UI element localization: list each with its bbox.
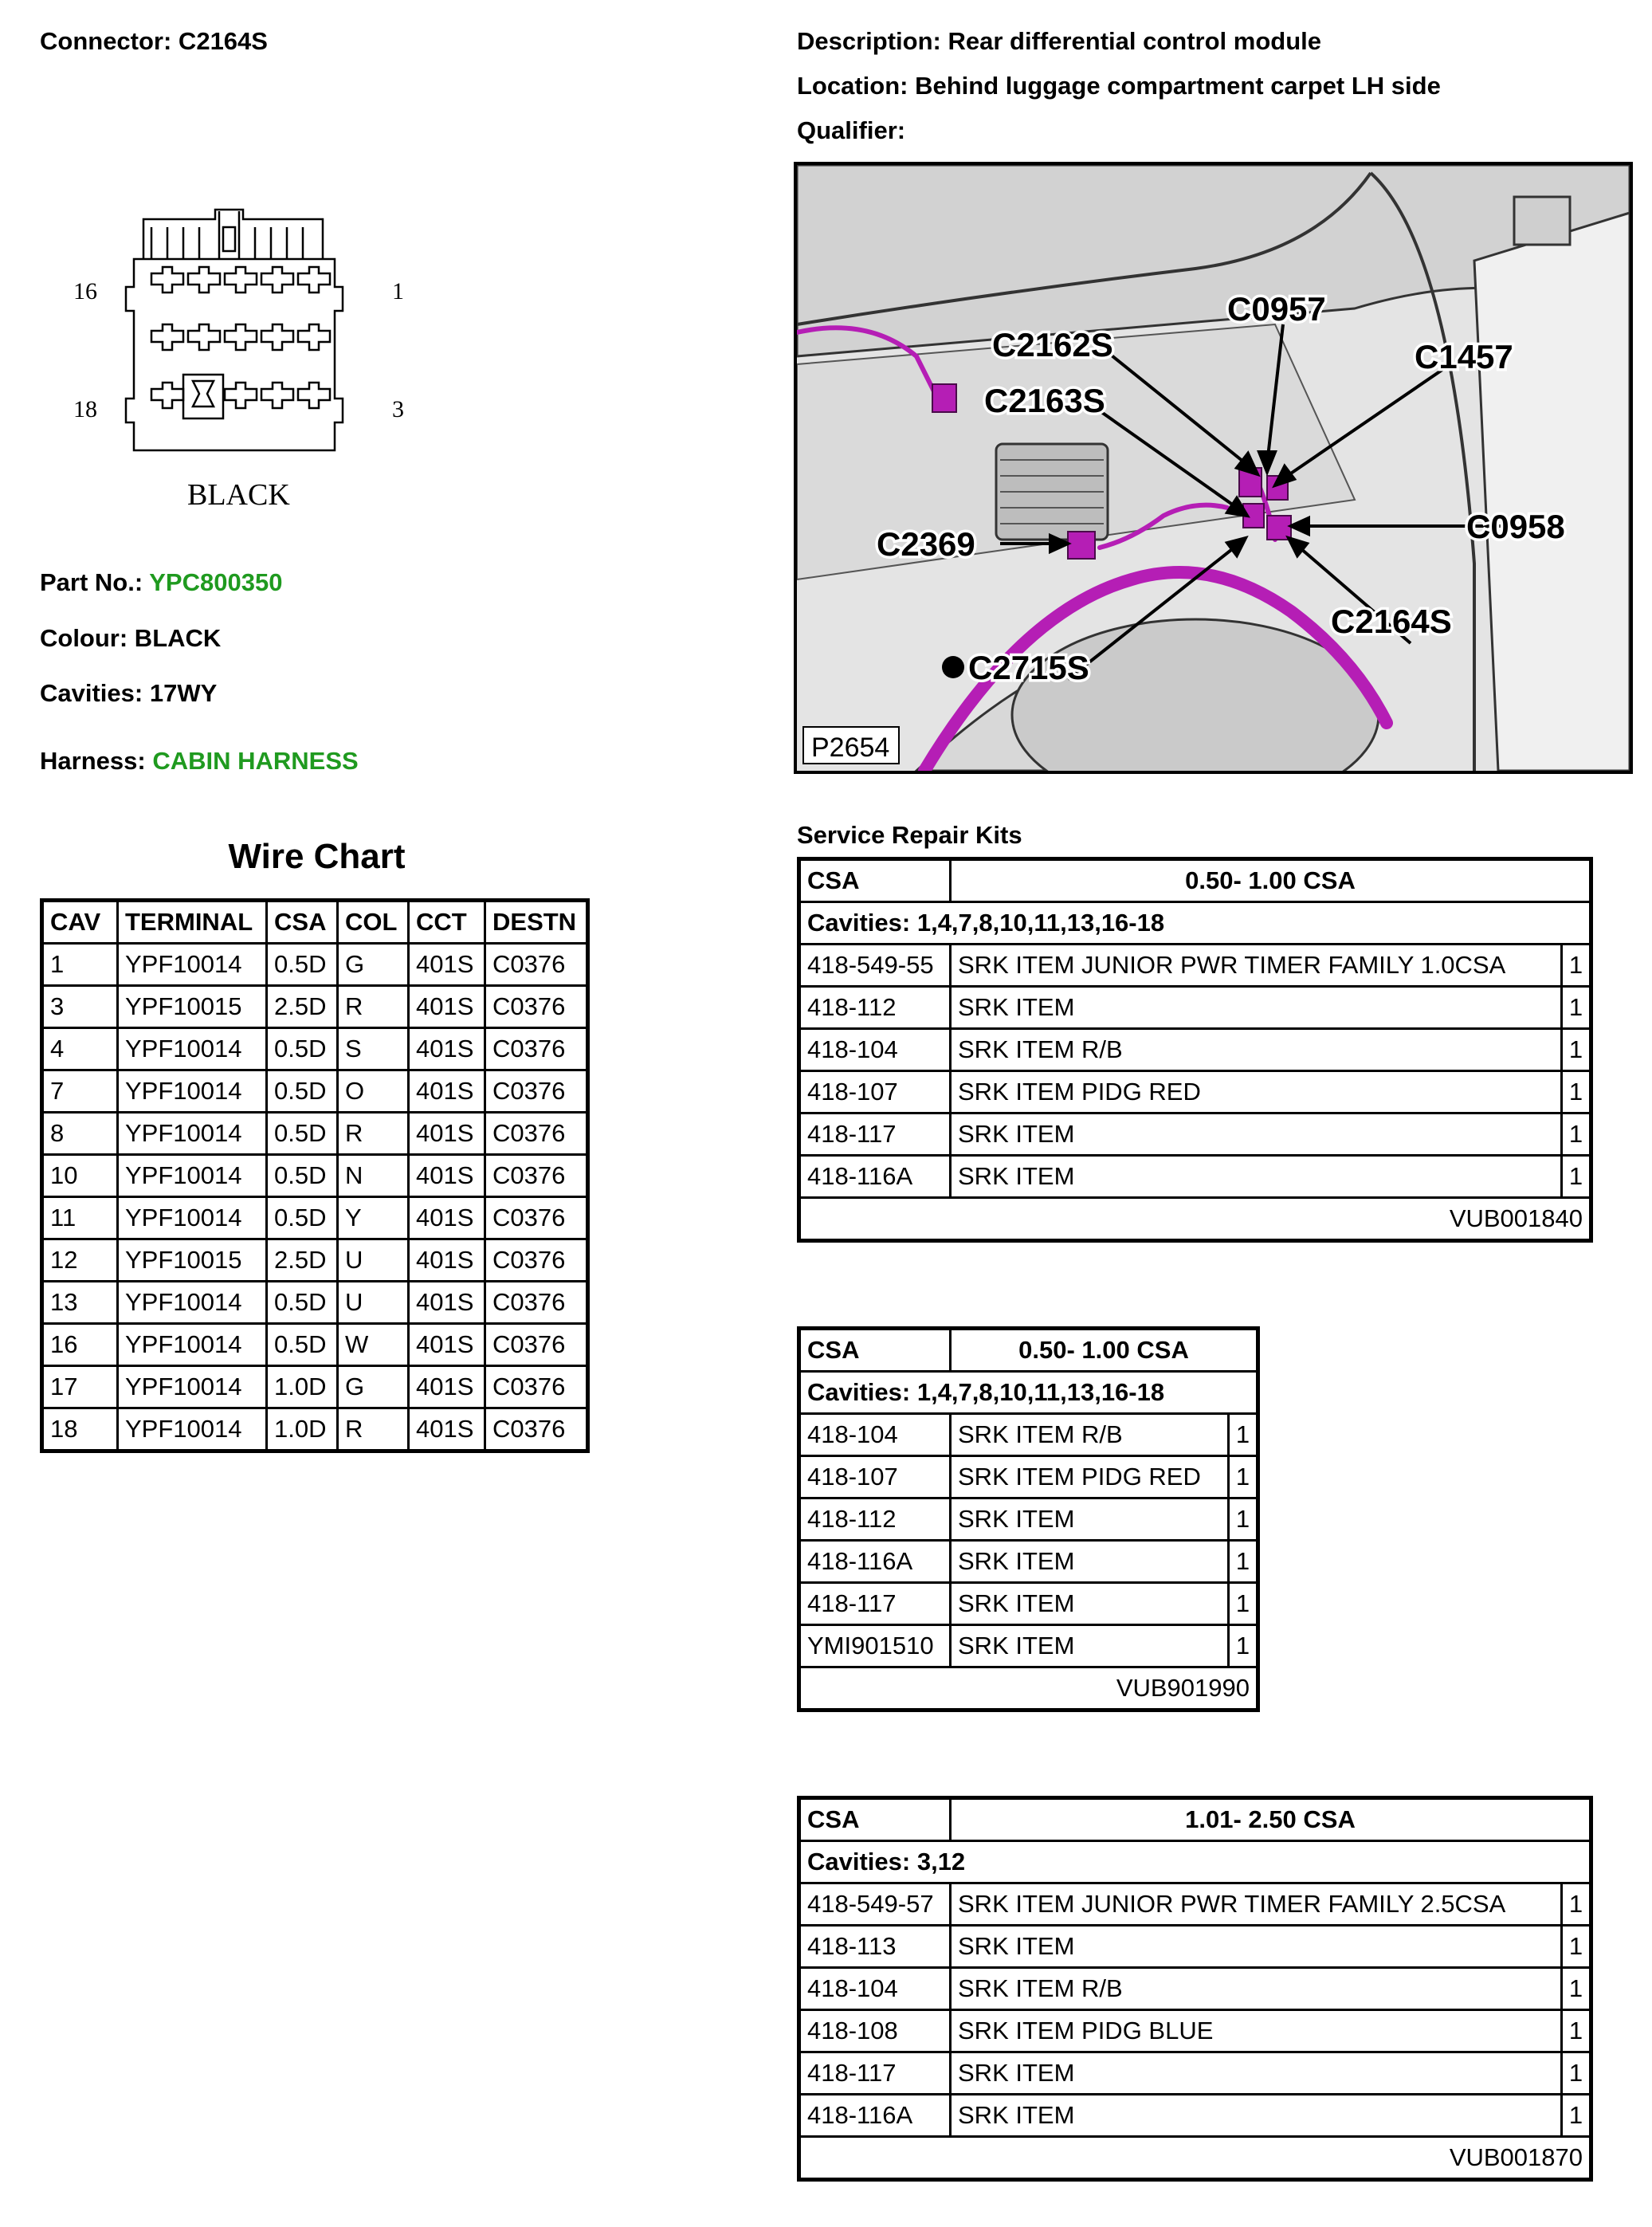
part-no-row [40,568,282,597]
kit-item-qty: 1 [1229,1625,1258,1667]
wire-chart-cell-cav: 1 [42,944,118,986]
kit-item-row [799,1156,1591,1198]
wire-chart-cell-destn: C0376 [485,944,588,986]
wire-chart-cell-cct: 401S [409,1239,485,1282]
kit-item-qty: 1 [1562,1926,1591,1968]
repair-kit-table [797,1326,1260,1712]
wire-chart-cell-col: U [338,1239,409,1282]
kit-item-row [799,2095,1591,2137]
wire-chart-cell-col: S [338,1028,409,1070]
kit-item-part-no: 418-116A [799,1541,951,1583]
kit-cavities-row [799,902,1591,945]
kit-footer-row [799,1667,1258,1711]
wire-chart-row [42,1239,588,1282]
wire-chart-row [42,1197,588,1239]
kit-item-qty: 1 [1562,1968,1591,2010]
wire-chart-cell-col: U [338,1282,409,1324]
kit-header-row [799,1798,1591,1841]
wire-chart-row [42,986,588,1028]
harness-label: Harness: [40,747,146,775]
connector-colour-text: BLACK [187,478,290,512]
kit-item-part-no: 418-117 [799,2052,951,2095]
wire-chart-cell-cct: 401S [409,986,485,1028]
kit-item-description: SRK ITEM [951,1583,1229,1625]
wire-chart-cell-destn: C0376 [485,1197,588,1239]
kit-header-row [799,859,1591,902]
colour-label: Colour: BLACK [40,624,222,652]
kit-item-row [799,945,1591,987]
wire-chart-cell-csa: 0.5D [267,1070,338,1113]
kit-cavities-row [799,1372,1258,1414]
wire-chart-cell-csa: 0.5D [267,1113,338,1155]
callout-c2164s: C2164S [1331,603,1452,640]
wire-chart-cell-destn: C0376 [485,1155,588,1197]
wire-chart-cell-terminal: YPF10014 [118,1324,267,1366]
wire-chart-cell-destn: C0376 [485,1282,588,1324]
col-csa-header: CSA [267,901,338,944]
wire-chart-cell-cct: 401S [409,1408,485,1451]
wire-chart-cell-csa: 0.5D [267,944,338,986]
wire-chart-cell-cav: 10 [42,1155,118,1197]
wire-chart-cell-destn: C0376 [485,1113,588,1155]
kit-item-description: SRK ITEM JUNIOR PWR TIMER FAMILY 2.5CSA [951,1883,1562,1926]
sealed-connector-dot [942,656,964,678]
wire-chart-cell-cav: 16 [42,1324,118,1366]
description-label: Description: Rear differential control module [797,27,1321,55]
kit-item-qty: 1 [1562,1071,1591,1114]
wire-chart-cell-cct: 401S [409,1366,485,1408]
kit-csa-range: 0.50- 1.00 CSA [951,859,1591,902]
kit-item-description: SRK ITEM R/B [951,1414,1229,1456]
kit-item-qty: 1 [1229,1498,1258,1541]
wire-chart-cell-cav: 3 [42,986,118,1028]
kit-item-part-no: 418-113 [799,1926,951,1968]
wire-chart-row [42,1113,588,1155]
wire-chart-cell-terminal: YPF10014 [118,944,267,986]
wire-chart-cell-cav: 7 [42,1070,118,1113]
callout-c2369: C2369 [877,525,975,563]
kit-item-part-no: 418-107 [799,1071,951,1114]
kit-csa-label: CSA [799,859,951,902]
kit-item-qty: 1 [1229,1414,1258,1456]
wire-chart-cell-cav: 4 [42,1028,118,1070]
kit-item-description: SRK ITEM PIDG RED [951,1071,1562,1114]
kit-item-row [799,1498,1258,1541]
connector-label: Connector: C2164S [40,27,268,55]
kit-item-description: SRK ITEM [951,1114,1562,1156]
wire-chart-cell-col: R [338,986,409,1028]
kit-item-qty: 1 [1562,1114,1591,1156]
kit-item-row [799,1414,1258,1456]
callout-c2715s: C2715S [968,649,1089,686]
figure-id: P2654 [811,733,890,763]
callout-c2162s: C2162S [992,326,1113,363]
kit-item-qty: 1 [1562,1029,1591,1071]
kit-code: VUB001840 [799,1198,1591,1241]
kit-csa-label: CSA [799,1798,951,1841]
wire-chart-cell-csa: 2.5D [267,1239,338,1282]
kit-item-description: SRK ITEM R/B [951,1968,1562,2010]
kit-item-part-no: 418-117 [799,1114,951,1156]
wire-chart-cell-csa: 0.5D [267,1028,338,1070]
kit-item-qty: 1 [1562,987,1591,1029]
kit-item-row [799,987,1591,1029]
qualifier-label: Qualifier: [797,116,906,144]
wire-chart-cell-cct: 401S [409,944,485,986]
location-label: Location: Behind luggage compartment carpet LH side [797,72,1441,100]
wire-chart-row [42,1282,588,1324]
kit-csa-range: 1.01- 2.50 CSA [951,1798,1591,1841]
wire-chart-cell-cct: 401S [409,1197,485,1239]
col-cav-header: CAV [42,901,118,944]
col-col-header: COL [338,901,409,944]
wire-chart-cell-cct: 401S [409,1070,485,1113]
kit-item-part-no: 418-104 [799,1414,951,1456]
kit-item-qty: 1 [1229,1541,1258,1583]
kit-item-part-no: 418-117 [799,1583,951,1625]
wire-chart-cell-col: O [338,1070,409,1113]
wire-chart-cell-terminal: YPF10014 [118,1113,267,1155]
service-repair-kits-title: Service Repair Kits [797,821,1022,849]
kit-item-row [799,1583,1258,1625]
wire-chart-cell-destn: C0376 [485,986,588,1028]
kit-item-part-no: 418-549-57 [799,1883,951,1926]
pin-16-label: 16 [73,278,97,304]
wire-chart-cell-cav: 8 [42,1113,118,1155]
kit-item-description: SRK ITEM [951,987,1562,1029]
wire-chart-cell-terminal: YPF10014 [118,1028,267,1070]
col-destn-header: DESTN [485,901,588,944]
kit-item-row [799,1883,1591,1926]
kit-item-qty: 1 [1562,2095,1591,2137]
wire-chart-cell-destn: C0376 [485,1408,588,1451]
kit-item-row [799,1071,1591,1114]
col-terminal-header: TERMINAL [118,901,267,944]
wire-chart-cell-destn: C0376 [485,1070,588,1113]
kit-item-row [799,2010,1591,2052]
wire-chart-cell-csa: 0.5D [267,1155,338,1197]
wire-chart-cell-col: W [338,1324,409,1366]
wire-chart-cell-col: R [338,1113,409,1155]
wire-chart-cell-cct: 401S [409,1028,485,1070]
wire-chart-cell-terminal: YPF10014 [118,1155,267,1197]
wire-chart-cell-destn: C0376 [485,1239,588,1282]
part-no-label: Part No.: [40,568,143,596]
kit-item-description: SRK ITEM [951,1498,1229,1541]
wire-chart-row [42,1070,588,1113]
kit-item-description: SRK ITEM [951,1926,1562,1968]
kit-item-qty: 1 [1562,945,1591,987]
wire-chart-cell-cav: 17 [42,1366,118,1408]
kit-item-row [799,1625,1258,1667]
kit-item-row [799,2052,1591,2095]
wire-chart-cell-cav: 11 [42,1197,118,1239]
wire-chart-cell-csa: 1.0D [267,1408,338,1451]
kit-code: VUB901990 [799,1667,1258,1711]
wire-chart-cell-destn: C0376 [485,1366,588,1408]
kit-item-part-no: 418-112 [799,1498,951,1541]
callout-c1457: C1457 [1415,338,1513,375]
wire-chart-cell-col: N [338,1155,409,1197]
wire-chart-cell-terminal: YPF10014 [118,1197,267,1239]
wire-chart-cell-cav: 18 [42,1408,118,1451]
wire-chart-cell-csa: 0.5D [267,1282,338,1324]
kit-item-part-no: 418-112 [799,987,951,1029]
pin-3-label: 3 [392,396,404,422]
wire-chart-cell-terminal: YPF10014 [118,1070,267,1113]
kit-item-description: SRK ITEM [951,1541,1229,1583]
callout-c0958: C0958 [1466,508,1565,545]
kit-item-qty: 1 [1562,2052,1591,2095]
wire-chart-cell-destn: C0376 [485,1028,588,1070]
callout-c2163s: C2163S [984,382,1105,419]
wire-chart-cell-terminal: YPF10014 [118,1282,267,1324]
kit-item-part-no: 418-107 [799,1456,951,1498]
wire-chart-row [42,1408,588,1451]
location-illustration [794,162,1633,774]
wire-chart-cell-csa: 2.5D [267,986,338,1028]
kit-csa-range: 0.50- 1.00 CSA [951,1329,1258,1372]
kit-header-row [799,1329,1258,1372]
callout-c0957: C0957 [1227,290,1326,328]
kit-item-part-no: 418-549-55 [799,945,951,987]
kit-footer-row [799,1198,1591,1241]
wire-chart-cell-col: R [338,1408,409,1451]
kit-cavities: Cavities: 3,12 [799,1841,1591,1883]
wire-chart-cell-terminal: YPF10015 [118,986,267,1028]
wire-chart-cell-cct: 401S [409,1113,485,1155]
kit-csa-label: CSA [799,1329,951,1372]
wire-chart-cell-csa: 1.0D [267,1366,338,1408]
wire-chart-cell-cct: 401S [409,1155,485,1197]
wire-chart-cell-terminal: YPF10014 [118,1408,267,1451]
kit-item-part-no: 418-116A [799,1156,951,1198]
wire-chart-cell-col: Y [338,1197,409,1239]
kit-item-qty: 1 [1229,1456,1258,1498]
kit-item-part-no: YMI901510 [799,1625,951,1667]
kit-item-part-no: 418-108 [799,2010,951,2052]
kit-item-row [799,1456,1258,1498]
kit-item-row [799,1029,1591,1071]
wire-chart-cell-terminal: YPF10015 [118,1239,267,1282]
wire-chart-cell-cav: 12 [42,1239,118,1282]
wire-chart-row [42,1324,588,1366]
kit-item-row [799,1926,1591,1968]
wire-chart-cell-cct: 401S [409,1324,485,1366]
harness-value: CABIN HARNESS [152,747,359,775]
kit-item-row [799,1541,1258,1583]
wire-chart-header-row [42,901,588,944]
kit-item-qty: 1 [1229,1583,1258,1625]
kit-code: VUB001870 [799,2137,1591,2180]
wire-chart-row [42,1155,588,1197]
kit-item-description: SRK ITEM [951,1156,1562,1198]
kit-item-description: SRK ITEM [951,2052,1562,2095]
kit-item-description: SRK ITEM JUNIOR PWR TIMER FAMILY 1.0CSA [951,945,1562,987]
wire-chart-cell-cav: 13 [42,1282,118,1324]
wire-chart-cell-csa: 0.5D [267,1197,338,1239]
cavities-label: Cavities: 17WY [40,679,218,707]
connector-face-diagram [64,203,438,518]
kit-item-description: SRK ITEM [951,1625,1229,1667]
wire-chart-row [42,1366,588,1408]
kit-item-description: SRK ITEM PIDG BLUE [951,2010,1562,2052]
repair-kit-table [797,1796,1593,2182]
kit-item-qty: 1 [1562,1156,1591,1198]
kit-item-row [799,1968,1591,2010]
kit-item-part-no: 418-116A [799,2095,951,2137]
vehicle-interior-drawing [797,165,1630,771]
kit-item-qty: 1 [1562,1883,1591,1926]
repair-kit-table [797,857,1593,1243]
kit-footer-row [799,2137,1591,2180]
wire-chart-table [40,898,590,1453]
kit-cavities: Cavities: 1,4,7,8,10,11,13,16-18 [799,902,1591,945]
kit-item-part-no: 418-104 [799,1029,951,1071]
kit-item-row [799,1114,1591,1156]
wire-chart-cell-destn: C0376 [485,1324,588,1366]
harness-row [40,747,359,776]
wire-chart-row [42,944,588,986]
wire-chart-cell-col: G [338,944,409,986]
wire-chart-cell-terminal: YPF10014 [118,1366,267,1408]
kit-item-description: SRK ITEM [951,2095,1562,2137]
wire-chart-cell-csa: 0.5D [267,1324,338,1366]
kit-cavities: Cavities: 1,4,7,8,10,11,13,16-18 [799,1372,1258,1414]
part-no-value: YPC800350 [149,568,283,596]
wire-chart-row [42,1028,588,1070]
wire-chart-title: Wire Chart [228,837,406,876]
kit-cavities-row [799,1841,1591,1883]
wire-chart-cell-col: G [338,1366,409,1408]
col-cct-header: CCT [409,901,485,944]
kit-item-part-no: 418-104 [799,1968,951,2010]
pin-1-label: 1 [392,278,404,304]
pin-18-label: 18 [73,396,97,422]
kit-item-description: SRK ITEM R/B [951,1029,1562,1071]
kit-item-qty: 1 [1562,2010,1591,2052]
kit-item-description: SRK ITEM PIDG RED [951,1456,1229,1498]
wire-chart-cell-cct: 401S [409,1282,485,1324]
